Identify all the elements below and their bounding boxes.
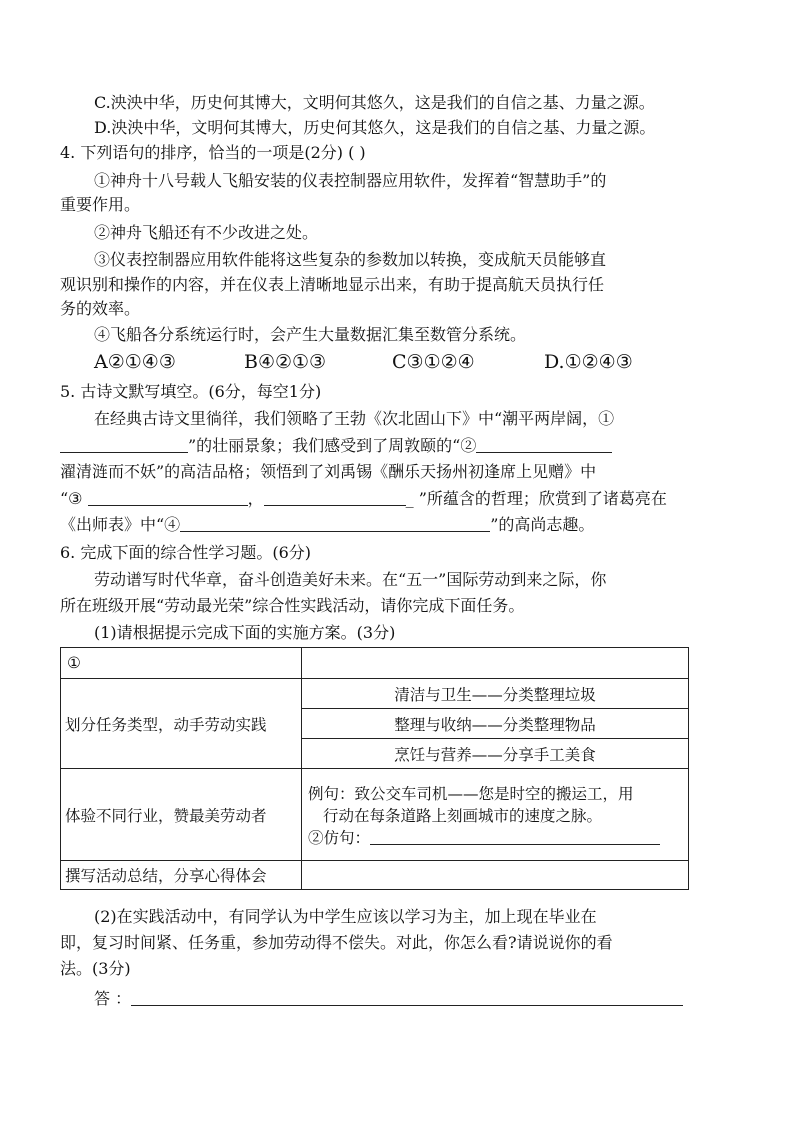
q5-line-3: 濯清涟而不妖”的高洁品格；领悟到了刘禹锡《酬乐天扬州初逢席上见赠》中 [60, 462, 597, 481]
table-cell-industry: 体验不同行业，赞最美劳动者 [61, 769, 302, 861]
q4-sentence-2: ②神舟飞船还有不少改进之处。 [94, 223, 319, 242]
q5-line-5: 《出师表》中“④ ”的高尚志趣。 [60, 515, 595, 534]
table-cell-example [302, 769, 689, 861]
q4-sentence-3c: 务的效率。 [60, 299, 141, 318]
q6-title: 6. 完成下面的综合性学习题。(6分) [60, 543, 312, 562]
table-cell-task-type: 划分任务类型，动手劳动实践 [61, 679, 302, 769]
answer-line: 答 ： [94, 989, 683, 1009]
q3-option-c: C.泱泱中华，历史何其博大，文明何其悠久，这是我们的自信之基、力量之源。 [94, 93, 655, 112]
table-cell[interactable] [302, 648, 689, 679]
q4-sentence-4: ④飞船各分系统运行时，会产生大量数据汇集至数管分系统。 [94, 325, 527, 344]
answer-blank-4[interactable] [180, 515, 490, 532]
table-cell[interactable] [302, 861, 689, 890]
q3-option-d: D.泱泱中华，文明何其博大，历史何其悠久，这是我们的自信之基、力量之源。 [94, 118, 656, 137]
table-cell-item: 烹饪与营养——分享手工美食 [302, 739, 689, 769]
answer-blank-1[interactable] [60, 436, 188, 453]
answer-blank[interactable] [131, 989, 683, 1006]
q4-sentence-3a: ③仪表控制器应用软件能将这些复杂的参数加以转换，变成航天员能够直 [94, 250, 607, 269]
q4-option-c[interactable]: C③①②④ [392, 351, 475, 373]
example-sentence-b: 行动在每条道路上刻画城市的速度之脉。 [323, 806, 603, 825]
table-row [61, 648, 689, 679]
q6-intro-b: 所在班级开展“劳动最光荣”综合性实践活动，请你完成下面任务。 [60, 596, 525, 615]
q4-sentence-3b: 观识别和操作的内容，并在仪表上清晰地显示出来，有助于提高航天员执行任 [60, 275, 605, 294]
q6-sub2-c: 法。(3分) [60, 959, 131, 978]
q5-line-2: ”的壮丽景象；我们感受到了周敦颐的“② [60, 436, 612, 456]
imitate-line: ②仿句： [308, 827, 684, 849]
table-row [61, 679, 689, 709]
q6-sub2-b: 即，复习时间紧、任务重，参加劳动得不偿失。对此，你怎么看?请说说你的看 [60, 933, 613, 952]
q4-sentence-1a: ①神舟十八号载人飞船安装的仪表控制器应用软件，发挥着“智慧助手”的 [94, 171, 607, 190]
q5-line-4: “③ ， _ ”所蕴含的哲理；欣赏到了诸葛亮在 [60, 489, 667, 508]
example-sentence-a: 例句：致公交车司机——您是时空的搬运工，用 [308, 784, 634, 803]
answer-blank-3a[interactable] [88, 489, 248, 506]
q4-option-a[interactable]: A②①④③ [94, 351, 176, 373]
q6-intro-a: 劳动谱写时代华章，奋斗创造美好未来。在“五一”国际劳动到来之际，你 [94, 570, 607, 589]
answer-blank-2[interactable] [476, 436, 612, 453]
plan-table [60, 647, 689, 890]
q4-title: 4. 下列语句的排序，恰当的一项是(2分) ( ) [60, 143, 366, 162]
table-row [61, 861, 689, 890]
answer-blank-3b[interactable] [264, 489, 406, 506]
q5-title: 5. 古诗文默写填空。(6分，每空1分) [60, 382, 322, 401]
q4-option-b[interactable]: B④②①③ [244, 351, 327, 373]
imitate-blank[interactable] [370, 828, 660, 845]
table-row [61, 769, 689, 861]
q6-sub1: (1)请根据提示完成下面的实施方案。(3分) [94, 623, 396, 642]
q6-sub2-a: (2)在实践活动中，有同学认为中学生应该以学习为主，加上现在毕业在 [94, 907, 597, 926]
table-cell-blank-1[interactable]: ① [61, 648, 302, 679]
q4-sentence-1b: 重要作用。 [60, 195, 141, 214]
q5-line-1: 在经典古诗文里徜徉，我们领略了王勃《次北固山下》中“潮平两岸阔，① [94, 409, 615, 428]
table-cell-summary: 撰写活动总结，分享心得体会 [61, 861, 302, 890]
table-cell-item: 清洁与卫生——分类整理垃圾 [302, 679, 689, 709]
q4-option-d[interactable]: D.①②④③ [544, 351, 633, 373]
table-cell-item: 整理与收纳——分类整理物品 [302, 709, 689, 739]
